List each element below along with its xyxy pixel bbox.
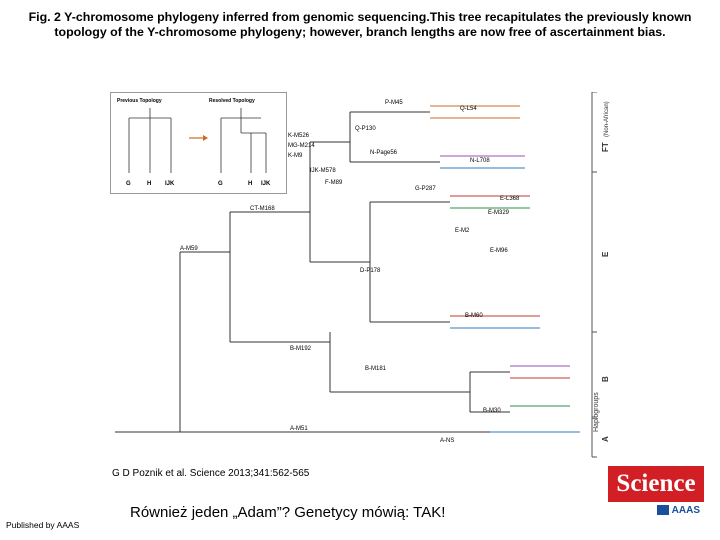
tree-label: MG-M214 [288, 143, 315, 149]
tree-label: CT-M168 [250, 206, 275, 212]
tree-label: Q-L54 [460, 106, 477, 112]
aaas-icon [657, 505, 669, 515]
tree-label: B-M30 [483, 408, 501, 414]
tree-label: K-M526 [288, 133, 310, 139]
tree-label: P-M45 [385, 100, 403, 106]
tree-label: Q-P130 [355, 126, 376, 132]
published-by: Published by AAAS [6, 520, 80, 530]
inset-title-resolved: Resolved Topology [209, 98, 255, 104]
tree-label: G-P287 [415, 186, 436, 192]
haplogroup-label-ft: FT [601, 142, 610, 152]
tree-label: E-M96 [490, 248, 508, 254]
inset-label: G [126, 181, 131, 187]
tree-label: E-M329 [488, 210, 510, 216]
tree-label: B-M60 [465, 313, 483, 319]
inset-label: H [147, 181, 152, 187]
tree-label: F-M89 [325, 180, 343, 186]
inset-label: IJK [165, 181, 175, 187]
topology-inset [110, 92, 287, 194]
slide-subtitle: Również jeden „Adam”? Genetycy mówią: TAK! [130, 504, 446, 521]
tree-label: IJK-M578 [310, 168, 336, 174]
tree-label: K-M9 [288, 153, 303, 159]
tree-label: N-L708 [470, 158, 490, 164]
tree-label: D-P178 [360, 268, 381, 274]
haplogroup-label-e: E [601, 251, 610, 257]
phylogeny-figure [110, 92, 615, 462]
inset-label: H [248, 181, 253, 187]
aaas-wordmark: AAAS [671, 504, 700, 516]
inset-title-previous: Previous Topology [117, 98, 162, 104]
tree-label: A-NS [440, 438, 455, 444]
tree-label: B-M181 [365, 366, 387, 372]
figure-credit: G D Poznik et al. Science 2013;341:562-565 [112, 468, 310, 479]
inset-label: IJK [261, 181, 271, 187]
tree-label: A-M51 [290, 426, 308, 432]
figure-caption: Fig. 2 Y-chromosome phylogeny inferred from genomic sequencing.This tree recapitulates the previously known topology of the Y-chromosome phylogeny; however, branch lengths are now free of ascertainment bias. [28, 10, 692, 39]
tree-label: E-M2 [455, 228, 470, 234]
tree-label: E-L368 [500, 196, 520, 202]
inset-label: G [218, 181, 223, 187]
haplogroups-axis-label: Haplogroups [593, 392, 600, 432]
haplogroup-label-b: B [601, 376, 610, 382]
tree-label: A-M59 [180, 246, 198, 252]
tree-label: N-Page56 [370, 150, 398, 156]
haplogroup-note-ft: (Non-African) [604, 101, 610, 137]
science-wordmark: Science [608, 466, 704, 502]
science-logo [608, 466, 704, 518]
tree-label: B-M192 [290, 346, 312, 352]
haplogroup-label-a: A [601, 436, 610, 442]
